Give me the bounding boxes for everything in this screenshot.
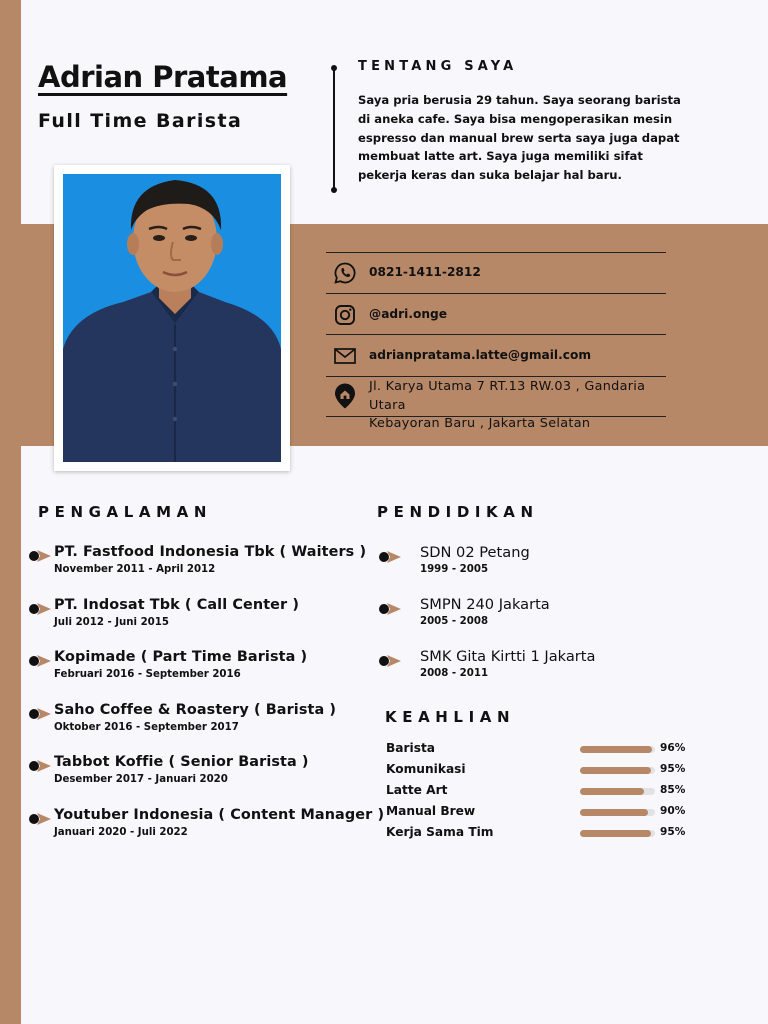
experience-date: Januari 2020 - Juli 2022 [54,827,188,838]
experience-heading: PENGALAMAN [38,503,212,521]
experience-title: PT. Indosat Tbk ( Call Center ) [54,596,300,613]
arrow-bullet-icon [28,601,52,615]
skill-progress-fill [580,746,652,753]
skill-label: Manual Brew [386,804,476,818]
instagram-handle: @adri.onge [369,307,447,321]
skill-progress-bar [580,830,655,837]
skill-progress-fill [580,830,651,837]
arrow-bullet-icon [378,549,402,563]
contact-row-phone [326,252,666,293]
instagram-icon [332,302,358,328]
skill-progress-fill [580,809,648,816]
education-school: SDN 02 Petang [420,544,530,561]
whatsapp-icon [332,260,358,286]
arrow-bullet-icon [28,811,52,825]
profile-photo-frame [54,165,290,471]
arrow-bullet-icon [28,758,52,772]
left-accent-strip [0,0,21,1024]
skill-percent: 95% [660,763,686,775]
experience-date: Desember 2017 - Januari 2020 [54,774,228,786]
skill-percent: 96% [660,742,686,754]
email-address: adrianpratama.latte@gmail.com [369,348,592,362]
candidate-name: Adrian Pratama [38,60,288,94]
experience-date: November 2011 - April 2012 [54,564,216,575]
experience-title: Saho Coffee & Roastery ( Barista ) [54,701,337,718]
education-school: SMK Gita Kirtti 1 Jakarta [420,648,596,665]
skill-progress-bar [580,767,655,774]
education-heading: PENDIDIKAN [377,503,539,521]
contact-row-email [326,334,666,376]
mail-icon [332,343,358,369]
experience-title: Tabbot Koffie ( Senior Barista ) [54,754,309,771]
experience-date: Juli 2012 - Juni 2015 [54,616,169,628]
skill-progress-bar [580,788,655,795]
skill-progress-fill [580,767,651,774]
job-title: Full Time Barista [38,110,243,132]
skill-label: Barista [386,741,436,755]
location-pin-icon [332,383,358,409]
skill-label: Kerja Sama Tim [386,825,494,839]
skill-progress-bar [580,746,655,753]
address [369,378,666,434]
experience-title: PT. Fastfood Indonesia Tbk ( Waiters ) [54,544,367,560]
experience-date: Februari 2016 - September 2016 [54,669,241,681]
experience-date: Oktober 2016 - September 2017 [54,721,239,733]
arrow-bullet-icon [378,653,402,667]
skill-label: Komunikasi [386,762,466,776]
education-years: 1999 - 2005 [420,564,489,575]
contact-row-address [326,376,666,431]
profile-photo [63,174,281,462]
skill-progress-fill [580,788,644,795]
skill-percent: 90% [660,805,686,817]
skill-progress-bar [580,809,655,816]
about-text: Saya pria berusia 29 tahun. Saya seorang barista di aneka cafe. Saya bisa mengoperasikan mesin espresso dan manual brew serta saya juga dapat membuat latte art. Saya juga memiliki sifat pekerja keras dan suka belajar hal baru. [358,93,681,183]
person-portrait-illustration [63,174,281,462]
contact-row-instagram [326,293,666,334]
arrow-bullet-icon [28,706,52,720]
arrow-bullet-icon [28,548,52,562]
education-years: 2008 - 2011 [420,668,489,679]
address-line-1: Jl. Karya Utama 7 RT.13 RW.03 , Gandaria Utara [369,379,646,413]
experience-title: Youtuber Indonesia ( Content Manager ) [54,807,385,823]
about-divider [333,68,335,190]
education-years: 2005 - 2008 [420,616,489,627]
experience-title: Kopimade ( Part Time Barista ) [54,649,308,666]
skills-heading: KEAHLIAN [385,708,516,726]
arrow-bullet-icon [28,653,52,667]
skill-percent: 95% [660,826,686,838]
about-heading: TENTANG SAYA [358,59,518,74]
skill-percent: 85% [660,784,686,796]
phone-number: 0821-1411-2812 [369,265,481,279]
skill-label: Latte Art [386,783,448,797]
arrow-bullet-icon [378,601,402,615]
education-school: SMPN 240 Jakarta [420,596,550,613]
address-line-2: Kebayoran Baru , Jakarta Selatan [369,416,591,431]
